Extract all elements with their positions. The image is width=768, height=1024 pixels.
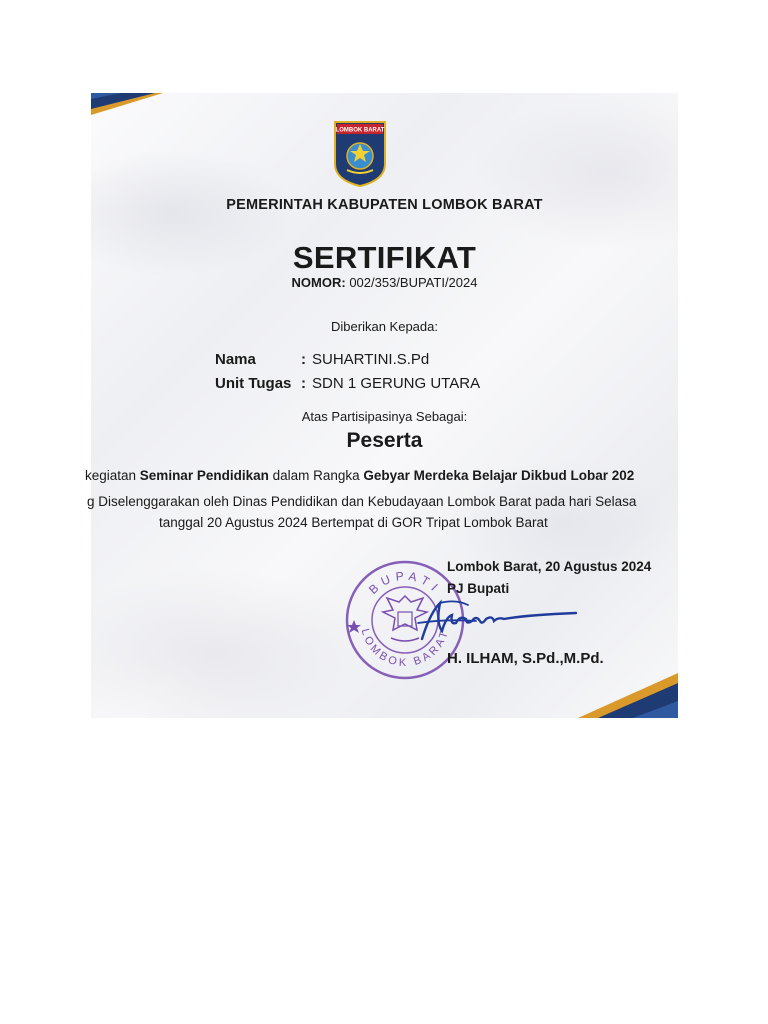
description-line-2: g Diselenggarakan oleh Dinas Pendidikan dan Kebudayaan Lombok Barat pada hari Selasa — [87, 494, 637, 509]
signature-icon — [416, 593, 586, 648]
unit-label: Unit Tugas — [215, 375, 292, 392]
given-to-text: Diberikan Kepada: — [331, 319, 438, 334]
name-value: SUHARTINI.S.Pd — [312, 351, 430, 368]
number-label: NOMOR: — [291, 275, 346, 290]
unit-colon: : — [301, 375, 306, 392]
name-label: Nama — [215, 351, 256, 368]
lombok-barat-emblem-icon — [333, 120, 387, 188]
name-colon: : — [301, 351, 306, 368]
certificate-title: SERTIFIKAT — [292, 240, 477, 275]
signer-name: H. ILHAM, S.Pd.,M.Pd. — [447, 650, 604, 667]
description-line-1 — [85, 468, 634, 483]
emblem-text: LOMBOK BARAT — [335, 127, 385, 134]
participant-role: Peserta — [346, 429, 423, 452]
number-value: 002/353/BUPATI/2024 — [349, 275, 478, 290]
unit-value: SDN 1 GERUNG UTARA — [312, 375, 481, 392]
stamp-top-text: BUPATI — [366, 568, 445, 597]
description-line-3: tanggal 20 Agustus 2024 Bertempat di GOR Tripat Lombok Barat — [159, 515, 548, 530]
event-name: Seminar Pendidikan — [139, 468, 269, 483]
stamp-bottom-text: LOMBOK BARAT — [358, 627, 452, 670]
certificate — [85, 93, 678, 718]
program-name: Gebyar Merdeka Belajar Dikbud Lobar 202 — [363, 468, 635, 483]
certificate-number — [91, 275, 678, 290]
corner-ornament-top-left — [91, 93, 181, 123]
government-name: PEMERINTAH KABUPATEN LOMBOK BARAT — [226, 197, 543, 213]
description-text: dalam Rangka — [268, 468, 364, 483]
description-text: kegiatan — [85, 468, 140, 483]
signer-position: PJ Bupati — [447, 581, 510, 596]
participation-text: Atas Partisipasinya Sebagai: — [301, 409, 468, 424]
corner-ornament-bottom-right — [578, 673, 678, 718]
place-date: Lombok Barat, 20 Agustus 2024 — [447, 559, 652, 574]
